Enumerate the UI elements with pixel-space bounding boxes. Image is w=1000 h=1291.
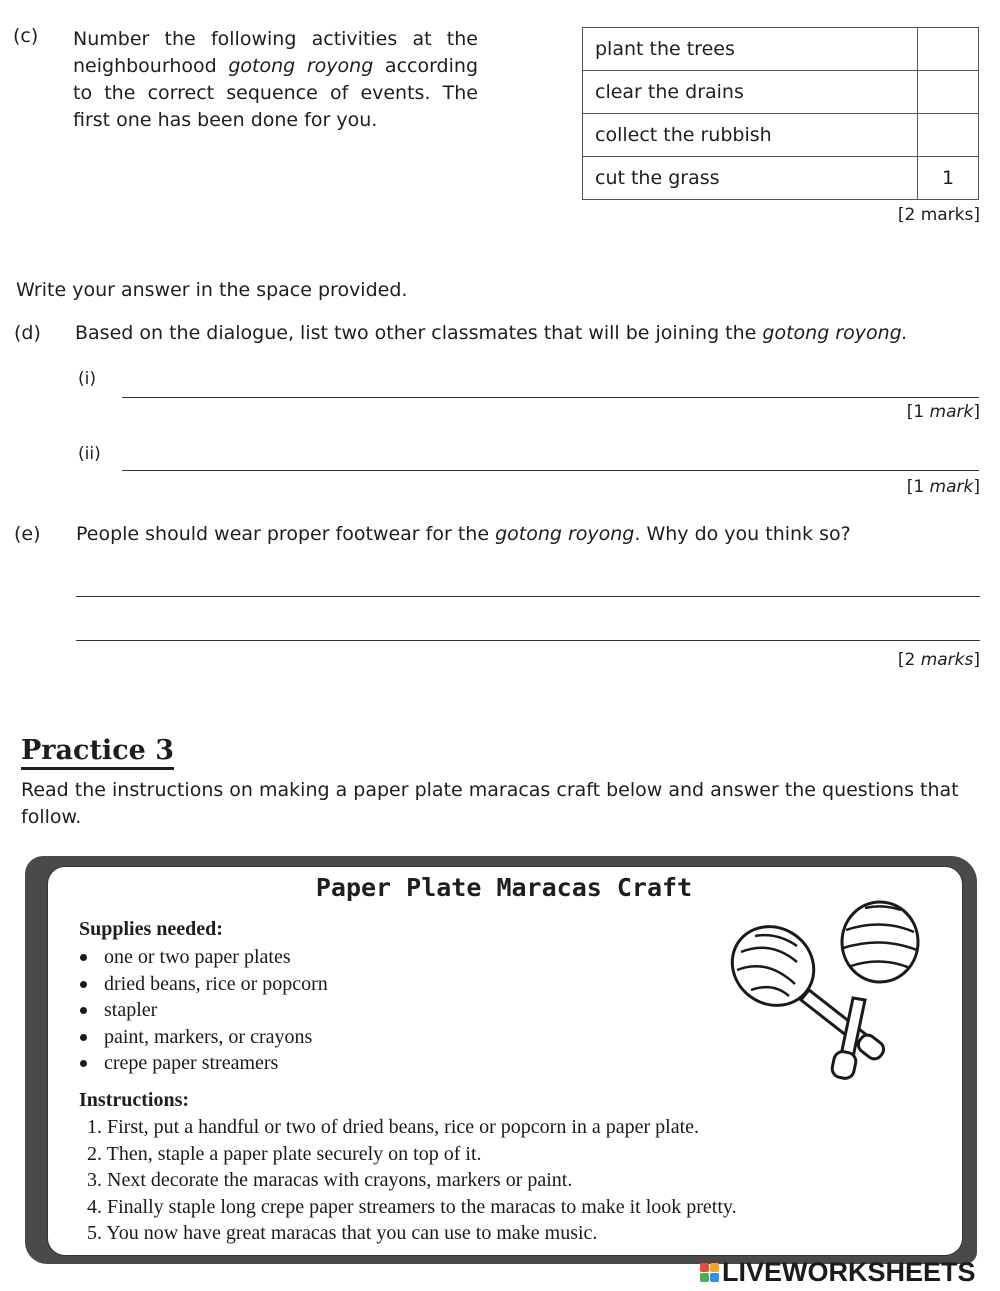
question-e-text-end: . Why do you think so? — [634, 523, 851, 545]
question-e-gotong-royong: gotong royong — [495, 523, 635, 545]
supply-item: crepe paper streamers — [78, 1050, 478, 1077]
sequence-row — [583, 71, 979, 114]
marks-open: [2 — [897, 650, 921, 670]
marks-close: ] — [973, 650, 980, 670]
instruction-step: 2. Then, staple a paper plate securely on top of it. — [87, 1142, 482, 1165]
supply-item: dried beans, rice or popcorn — [78, 971, 478, 998]
answer-e-line-2[interactable] — [76, 615, 980, 641]
maraca-handle-end — [831, 1050, 858, 1080]
question-d-label: (d) — [14, 322, 41, 344]
sequence-row — [583, 157, 979, 200]
answer-d-ii-marks — [780, 477, 980, 497]
maracas-illustration — [715, 890, 935, 1090]
answer-d-i-input[interactable] — [122, 372, 979, 398]
question-d-text-start: Based on the dialogue, list two other classmates that will be joining the — [75, 322, 763, 344]
write-instruction: Write your answer in the space provided. — [16, 279, 408, 301]
answer-d-i-marks — [780, 402, 980, 422]
question-d-gotong-royong: gotong royong. — [762, 322, 908, 344]
instructions-heading: Instructions: — [79, 1089, 190, 1111]
question-c-instruction — [73, 26, 478, 134]
sequence-row — [583, 114, 979, 157]
answer-d-ii-input[interactable] — [122, 445, 979, 471]
liveworksheets-logo — [700, 1257, 976, 1287]
sequence-number-input[interactable] — [918, 72, 982, 112]
answer-d-ii-label: (ii) — [78, 444, 101, 464]
answer-e-line-1[interactable] — [76, 571, 980, 597]
marks-word: marks — [920, 650, 974, 670]
logo-square — [710, 1273, 719, 1282]
marks-open: [1 — [906, 402, 930, 422]
supply-item: stapler — [78, 997, 478, 1024]
sequence-row — [583, 28, 979, 71]
marks-close: ] — [973, 477, 980, 497]
question-c-marks: [2 marks] — [897, 205, 980, 225]
instruction-step: 1. First, put a handful or two of dried beans, rice or popcorn in a paper plate. — [87, 1116, 700, 1138]
question-c-label: (c) — [13, 25, 39, 47]
question-d-text — [75, 322, 908, 344]
supplies-heading: Supplies needed: — [79, 918, 223, 940]
sequence-number-cell[interactable] — [918, 114, 979, 157]
sequence-number-input[interactable] — [918, 29, 982, 69]
question-e-marks — [780, 650, 980, 670]
question-c-gotong-royong: gotong royong — [228, 55, 374, 77]
activity-label: cut the grass — [583, 157, 918, 200]
marks-word: mark — [929, 402, 974, 422]
marks-word: mark — [929, 477, 974, 497]
answer-d-i-label: (i) — [78, 369, 96, 389]
logo-square — [700, 1273, 709, 1282]
activity-label: plant the trees — [583, 28, 918, 71]
activity-label: clear the drains — [583, 71, 918, 114]
instruction-step: 5. You now have great maracas that you can use to make music. — [87, 1222, 598, 1244]
marks-open: [1 — [906, 477, 930, 497]
logo-square — [710, 1263, 719, 1272]
sequence-table — [582, 27, 979, 200]
logo-square — [700, 1263, 709, 1272]
craft-title: Paper Plate Maracas Craft — [315, 873, 693, 902]
practice-heading: Practice 3 — [21, 735, 174, 770]
question-e-text — [76, 523, 851, 545]
sequence-number-cell — [918, 157, 979, 200]
question-e-label: (e) — [14, 523, 41, 545]
logo-icon — [700, 1263, 719, 1282]
sequence-number-cell[interactable] — [918, 71, 979, 114]
instruction-step: 3. Next decorate the maracas with crayons, markers or paint. — [87, 1169, 573, 1191]
marks-close: ] — [973, 402, 980, 422]
sequence-number-input[interactable] — [918, 115, 982, 155]
logo-text: LIVEWORKSHEETS — [722, 1256, 976, 1287]
practice-intro: Read the instructions on making a paper plate maracas craft below and answer the questions that follow. — [21, 779, 959, 828]
sequence-number-given: 1 — [941, 167, 955, 189]
supply-item: one or two paper plates — [78, 944, 478, 971]
instruction-step: 4. Finally staple long crepe paper streamers to the maracas to make it look pretty. — [87, 1195, 737, 1218]
instructions-list — [87, 1114, 947, 1247]
question-e-text-start: People should wear proper footwear for the — [76, 523, 496, 545]
sequence-number-cell[interactable] — [918, 28, 979, 71]
activity-label: collect the rubbish — [583, 114, 918, 157]
supplies-list — [78, 944, 478, 1077]
question-c-text-end: according to the correct sequence of events. The first one has been done for you. — [73, 55, 478, 131]
question-c-text-start: Number the following activities at the neighbourhood — [73, 28, 478, 77]
supply-item: paint, markers, or crayons — [78, 1024, 478, 1051]
